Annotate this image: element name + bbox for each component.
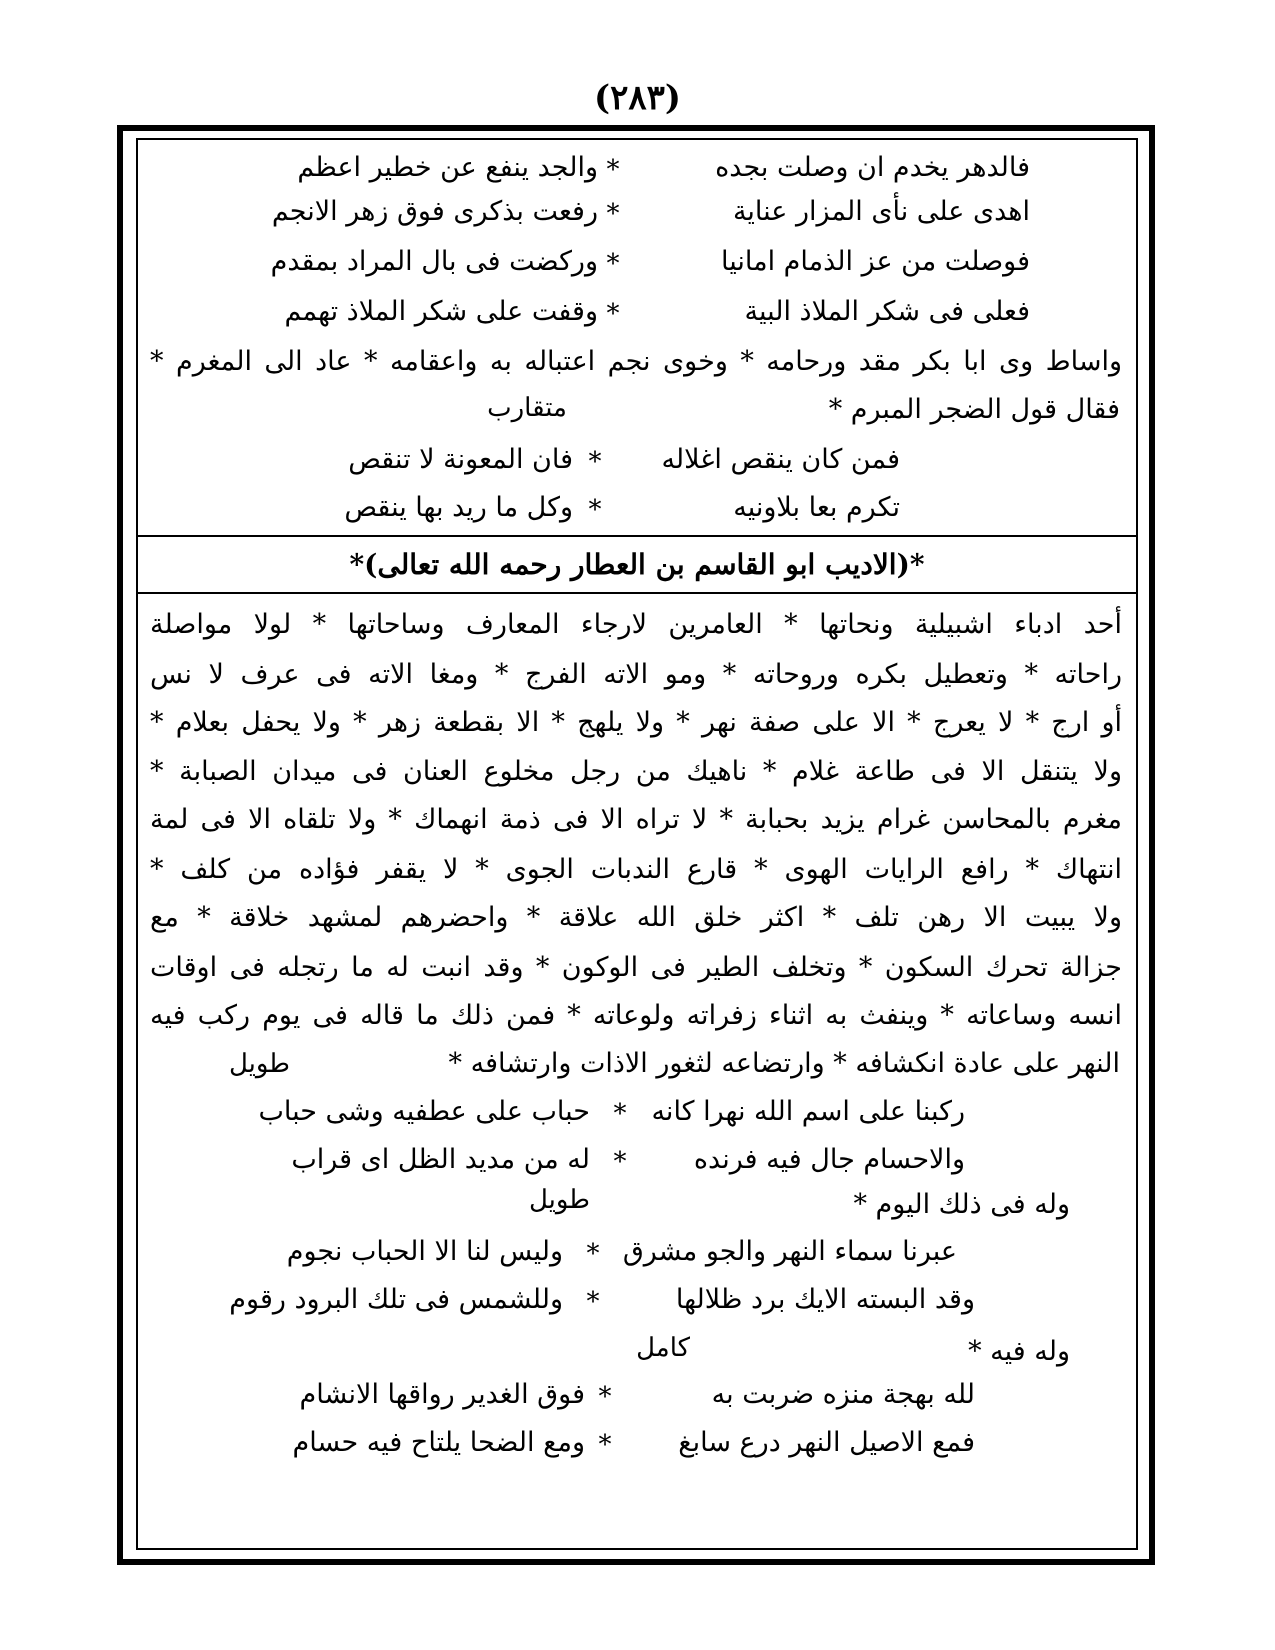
verse-hemistich-left: حباب على عطفيه وشى حباب <box>258 1096 590 1127</box>
verse-separator: * <box>588 447 602 477</box>
verse-hemistich-right: ركبنا على اسم الله نهرا كانه <box>651 1096 965 1127</box>
verse-hemistich-right: فمن كان ينقص اغلاله <box>661 444 900 475</box>
prose-line: أو ارج * لا يعرج * الا على صفة نهر * ولا يلهج * الا بقطعة زهر * ولا يحفل بعلام * <box>150 707 1122 738</box>
verse-hemistich-right: وقد البسته الايك برد ظلالها <box>675 1284 975 1315</box>
verse-separator: * <box>606 199 620 229</box>
verse-hemistich-left: ومع الضحا يلتاح فيه حسام <box>292 1427 585 1458</box>
verse-hemistich-right: فعلى فى شكر الملاذ البية <box>744 296 1030 327</box>
verse-separator: * <box>598 1430 612 1460</box>
verse-hemistich-left: والجد ينفع عن خطير اعظم <box>297 152 598 183</box>
divider-top <box>136 535 1138 537</box>
verse-hemistich-right: لله بهجة منزه ضربت به <box>711 1379 975 1410</box>
prose-line: راحاته * وتعطيل بكره وروحاته * ومو الاته الفرج * ومغا الاته فى عرف لا نس <box>150 659 1122 690</box>
verse-hemistich-right: اهدى على نأى المزار عناية <box>732 196 1030 227</box>
meter-label: طويل <box>228 1049 290 1079</box>
divider-bottom <box>136 592 1138 594</box>
verse-intro: وله فيه * <box>968 1336 1070 1367</box>
verse-separator: * <box>598 1382 612 1412</box>
verse-hemistich-right: تكرم بعا بلاونيه <box>733 492 900 523</box>
verse-hemistich-left: وللشمس فى تلك البرود رقوم <box>229 1284 563 1315</box>
prose-line: أحد ادباء اشبيلية ونحاتها * العامرين لارجاء المعارف وساحاتها * لولا مواصلة <box>150 609 1122 640</box>
meter-label: كامل <box>636 1333 690 1363</box>
meter-label: طويل <box>528 1185 590 1215</box>
prose-line: فقال قول الضجر المبرم * <box>828 394 1120 425</box>
prose-line: واساط وى ابا بكر مقد ورحامه * وخوى نجم اعتباله به واعقامه * عاد الى المغرم * <box>150 346 1122 377</box>
verse-hemistich-right: فوصلت من عز الذمام امانيا <box>721 246 1030 277</box>
verse-separator: * <box>606 299 620 329</box>
verse-hemistich-right: فالدهر يخدم ان وصلت بجده <box>715 152 1030 183</box>
verse-hemistich-right: فمع الاصيل النهر درع سابغ <box>678 1427 975 1458</box>
verse-separator: * <box>613 1099 627 1129</box>
page-number: (٢٨٣) <box>594 78 681 118</box>
prose-line: النهر على عادة انكشافه * وارتضاعه لثغور الاذات وارتشافه * <box>448 1048 1120 1079</box>
prose-line: ولا يتنقل الا فى طاعة غلام * ناهيك من رجل مخلوع العنان فى ميدان الصبابة * <box>150 756 1122 787</box>
prose-line: انتهاك * رافع الرايات الهوى * قارع الندبات الجوى * لا يقفر فؤاده من كلف * <box>150 854 1122 885</box>
verse-hemistich-left: فان المعونة لا تنقص <box>348 444 573 475</box>
verse-hemistich-left: وكل ما ريد بها ينقص <box>344 492 573 523</box>
verse-separator: * <box>588 495 602 525</box>
verse-separator: * <box>586 1287 600 1317</box>
verse-hemistich-left: رفعت بذكرى فوق زهر الانجم <box>271 196 598 227</box>
verse-intro: وله فى ذلك اليوم * <box>853 1189 1070 1220</box>
section-heading: *(الاديب ابو القاسم بن العطار رحمه الله تعالى)* <box>349 548 925 581</box>
verse-hemistich-right: والاحسام جال فيه فرنده <box>693 1144 965 1175</box>
prose-line: جزالة تحرك السكون * وتخلف الطير فى الوكون * وقد انبت له ما رتجله فى اوقات <box>150 952 1122 983</box>
verse-separator: * <box>586 1239 600 1269</box>
prose-line: ولا يبيت الا رهن تلف * اكثر خلق الله علاقة * واحضرهم لمشهد خلاقة * مع <box>150 902 1122 933</box>
meter-label: متقارب <box>487 393 567 423</box>
prose-line: انسه وساعاته * وينفث به اثناء زفراته ولوعاته * فمن ذلك ما قاله فى يوم ركب فيه <box>150 1000 1122 1031</box>
verse-hemistich-right: عبرنا سماء النهر والجو مشرق <box>622 1236 957 1267</box>
verse-hemistich-left: فوق الغدير رواقها الانشام <box>299 1379 585 1410</box>
verse-hemistich-left: له من مديد الظل اى قراب <box>291 1144 590 1175</box>
verse-separator: * <box>613 1147 627 1177</box>
verse-hemistich-left: وركضت فى بال المراد بمقدم <box>270 246 598 277</box>
verse-separator: * <box>606 249 620 279</box>
verse-hemistich-left: وليس لنا الا الحباب نجوم <box>286 1236 563 1267</box>
verse-separator: * <box>606 155 620 185</box>
verse-hemistich-left: وقفت على شكر الملاذ تهمم <box>284 296 598 327</box>
prose-line: مغرم بالمحاسن غرام يزيد بحبابة * لا تراه الا فى ذمة انهماك * ولا تلقاه الا فى لمة <box>150 804 1122 835</box>
